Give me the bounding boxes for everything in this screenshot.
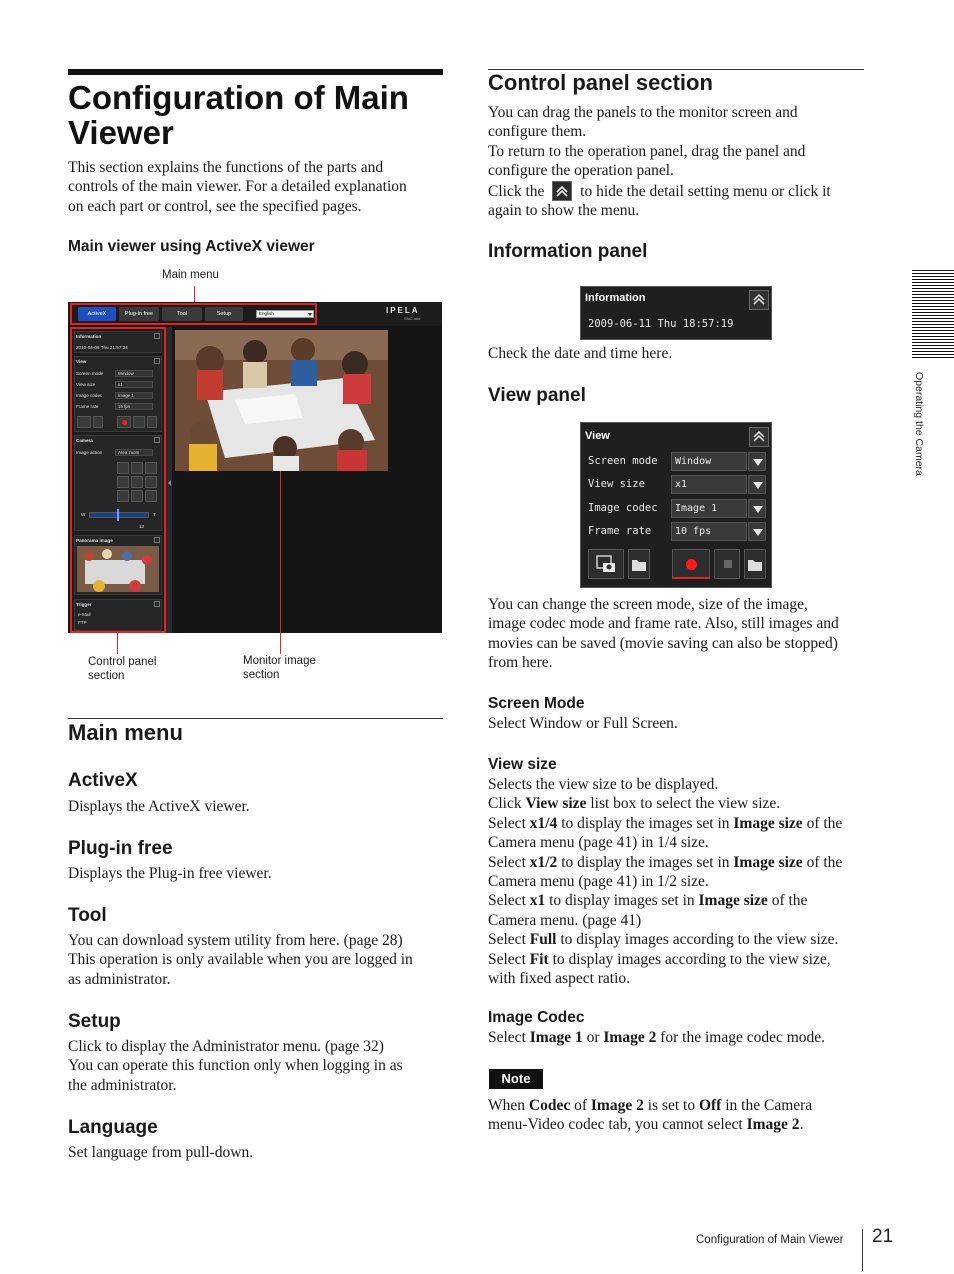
view-panel-heading: View panel bbox=[488, 385, 586, 406]
screen-mode-heading: Screen Mode bbox=[488, 695, 585, 712]
mini-view-field[interactable]: Image 1 bbox=[115, 392, 153, 399]
callout-line-main-menu bbox=[194, 286, 195, 303]
tool-text: You can download system utility from here. (page 28) This operation is only available when you are logged in as administrator. bbox=[68, 932, 413, 988]
collapse-chevron-icon bbox=[552, 181, 572, 201]
page-title: Configuration of Main Viewer bbox=[68, 79, 409, 151]
figure-heading: Main viewer using ActiveX viewer bbox=[68, 238, 315, 255]
view-panel-text: You can change the screen mode, size of the image, image codec mode and frame rate. Also, still images and movies can be saved (movie saving can also be stopped) from here. bbox=[488, 596, 839, 672]
record-icon bbox=[686, 559, 697, 570]
collapse-icon[interactable] bbox=[154, 437, 160, 443]
callout-line-monitor-image bbox=[280, 471, 281, 654]
mini-view-panel bbox=[74, 356, 162, 432]
chevron-down-icon[interactable] bbox=[748, 475, 766, 494]
note-badge: Note bbox=[489, 1069, 543, 1089]
zoom-slider[interactable] bbox=[89, 512, 149, 518]
record-button[interactable] bbox=[117, 416, 131, 428]
information-panel-title: Information bbox=[585, 292, 646, 304]
page-number: 21 bbox=[872, 1226, 894, 1247]
chevron-down-icon[interactable] bbox=[748, 452, 766, 471]
mini-view-field[interactable]: Window bbox=[115, 370, 153, 377]
collapse-icon[interactable] bbox=[154, 358, 160, 364]
chevron-down-icon[interactable] bbox=[748, 522, 766, 541]
collapse-icon[interactable] bbox=[154, 601, 160, 607]
language-select-value: English bbox=[259, 311, 274, 316]
image-action-field[interactable]: Area zoom bbox=[115, 449, 153, 456]
collapse-icon[interactable] bbox=[154, 537, 160, 543]
folder-icon bbox=[745, 550, 765, 578]
note-text: When Codec of Image 2 is set to Off in the Camera menu-Video codec tab, you cannot select Image 2. bbox=[488, 1097, 813, 1134]
screen-mode-text: Select Window or Full Screen. bbox=[488, 715, 678, 732]
zoom-value: 12 bbox=[139, 524, 145, 529]
language-text: Set language from pull-down. bbox=[68, 1144, 254, 1161]
main-menu-heading: Main menu bbox=[68, 720, 183, 745]
setup-heading: Setup bbox=[68, 1011, 121, 1032]
view-size-field[interactable]: x1 bbox=[671, 475, 747, 494]
screen-mode-field[interactable]: Window bbox=[671, 452, 747, 471]
capture-button[interactable] bbox=[588, 549, 624, 579]
plugin-free-text: Displays the Plug-in free viewer. bbox=[68, 865, 272, 882]
side-tab-hatch bbox=[912, 270, 954, 360]
mini-panorama-panel bbox=[74, 535, 162, 595]
information-panel bbox=[580, 286, 772, 340]
collapse-icon[interactable] bbox=[154, 333, 160, 339]
setup-text: Click to display the Administrator menu. (page 32) You can operate this function only when logging in as the administrator. bbox=[68, 1038, 403, 1094]
monitor-image bbox=[175, 330, 388, 471]
footer-divider bbox=[862, 1229, 863, 1271]
image-codec-label: Image codec bbox=[588, 502, 658, 514]
folder-button[interactable] bbox=[744, 549, 766, 579]
control-panel-column bbox=[70, 327, 166, 633]
view-panel-title: View bbox=[585, 430, 610, 442]
mini-trigger-title: Trigger bbox=[76, 602, 92, 607]
tool-heading: Tool bbox=[68, 905, 107, 926]
frame-rate-field[interactable]: 10 fps bbox=[671, 522, 747, 541]
chevron-left-icon[interactable] bbox=[168, 480, 171, 486]
information-panel-heading: Information panel bbox=[488, 241, 648, 262]
image-codec-field[interactable]: Image 1 bbox=[671, 499, 747, 518]
folder-icon[interactable] bbox=[147, 416, 157, 428]
callout-main-menu: Main menu bbox=[162, 269, 219, 281]
mini-view-label: Image codec bbox=[76, 393, 103, 398]
control-panel-text: You can drag the panels to the monitor screen and configure them. To return to the operation panel, drag the panel and configure the operation panel. Click the to hide the detail setting menu or click it again to show the menu. bbox=[488, 104, 831, 220]
mini-view-label: Screen mode bbox=[76, 371, 104, 376]
side-tab-label: Operating the Camera bbox=[913, 372, 925, 476]
collapse-chevron-icon[interactable] bbox=[749, 290, 769, 310]
zoom-wide-label: W bbox=[81, 512, 86, 517]
mini-view-title: View bbox=[76, 359, 87, 364]
control-panel-heading: Control panel section bbox=[488, 70, 713, 95]
view-size-heading: View size bbox=[488, 756, 557, 773]
plugin-free-heading: Plug-in free bbox=[68, 838, 173, 859]
mini-view-field[interactable]: x1 bbox=[115, 381, 153, 388]
tab-plug-in-free[interactable]: Plug-in free bbox=[119, 307, 159, 321]
image-codec-text: Select Image 1 or Image 2 for the image codec mode. bbox=[488, 1029, 826, 1046]
mini-trigger-panel bbox=[74, 599, 162, 631]
folder-button[interactable] bbox=[628, 549, 650, 579]
callout-monitor-image: Monitor image section bbox=[243, 655, 316, 681]
intro-paragraph: This section explains the functions of the parts and controls of the main viewer. For a detailed explanation on each part or control, see the specified pages. bbox=[68, 159, 407, 215]
mini-view-label: View size bbox=[76, 382, 96, 387]
information-panel-text: Check the date and time here. bbox=[488, 345, 673, 362]
chevron-down-icon[interactable] bbox=[748, 499, 766, 518]
mini-panorama-title: Panorama image bbox=[76, 538, 113, 543]
collapse-chevron-icon[interactable] bbox=[749, 427, 769, 447]
capture-button[interactable] bbox=[77, 416, 91, 428]
view-size-label: View size bbox=[588, 478, 645, 490]
folder-icon bbox=[629, 550, 649, 578]
zoom-tele-label: T bbox=[153, 512, 156, 517]
tab-tool[interactable]: Tool bbox=[162, 307, 202, 321]
brand-logo: IPELA bbox=[386, 306, 420, 315]
mini-info-datetime: 2010-04-06 Thu 21:57:34 bbox=[76, 345, 128, 350]
folder-icon[interactable] bbox=[93, 416, 103, 428]
mini-info-panel bbox=[74, 331, 162, 353]
section-rule bbox=[68, 718, 443, 719]
stop-button[interactable] bbox=[714, 549, 740, 579]
panorama-image[interactable] bbox=[77, 546, 159, 592]
frame-rate-label: Frame rate bbox=[588, 525, 652, 537]
screen-mode-label: Screen mode bbox=[588, 455, 658, 467]
model-label: SNC-### bbox=[404, 316, 421, 321]
mini-view-label: Frame rate bbox=[76, 404, 99, 409]
image-codec-heading: Image Codec bbox=[488, 1009, 585, 1026]
language-heading: Language bbox=[68, 1117, 158, 1138]
record-button[interactable] bbox=[672, 549, 710, 579]
trigger-item[interactable]: e-Mail bbox=[78, 612, 91, 617]
pan-tilt-pad[interactable] bbox=[117, 462, 159, 504]
footer-running-title: Configuration of Main Viewer bbox=[696, 1234, 844, 1246]
title-rule bbox=[68, 69, 443, 75]
mini-view-field[interactable]: 15 fps bbox=[115, 403, 153, 410]
activex-heading: ActiveX bbox=[68, 770, 138, 791]
information-panel-datetime: 2009-06-11 Thu 18:57:19 bbox=[588, 318, 734, 330]
mini-camera-title: Camera bbox=[76, 438, 93, 443]
camera-icon bbox=[589, 550, 623, 578]
mini-camera-panel bbox=[74, 435, 162, 531]
image-action-label: Image action bbox=[76, 450, 103, 455]
main-viewer-screenshot bbox=[68, 302, 442, 633]
callout-line-control-panel bbox=[117, 633, 118, 654]
mini-info-title: Information bbox=[76, 334, 102, 339]
record-icon bbox=[122, 420, 127, 425]
activex-text: Displays the ActiveX viewer. bbox=[68, 798, 250, 815]
view-panel bbox=[580, 422, 772, 588]
callout-control-panel: Control panel section bbox=[88, 656, 157, 682]
tab-activex[interactable]: ActiveX bbox=[78, 307, 116, 321]
stop-button[interactable] bbox=[133, 416, 145, 428]
trigger-item[interactable]: FTP bbox=[78, 620, 87, 625]
view-size-text: Selects the view size to be displayed. Click View size list box to select the view size. Select x1/4 to display the images set in Image size of the Camera menu (page 41) in 1/4 size. Select x1/2 to display the images set in Image size of the Camera menu (page 41) in 1/2 size. Select x1 to display images set in Image size of the Camera menu. (page 41) Select Full to display images according to the view size. Select Fit to display images according to the view size, with fixed aspect ratio. bbox=[488, 776, 843, 988]
tab-setup[interactable]: Setup bbox=[205, 307, 243, 321]
main-menu-highlight bbox=[70, 303, 317, 325]
zoom-slider-handle[interactable] bbox=[117, 509, 119, 521]
stop-icon bbox=[724, 560, 732, 568]
